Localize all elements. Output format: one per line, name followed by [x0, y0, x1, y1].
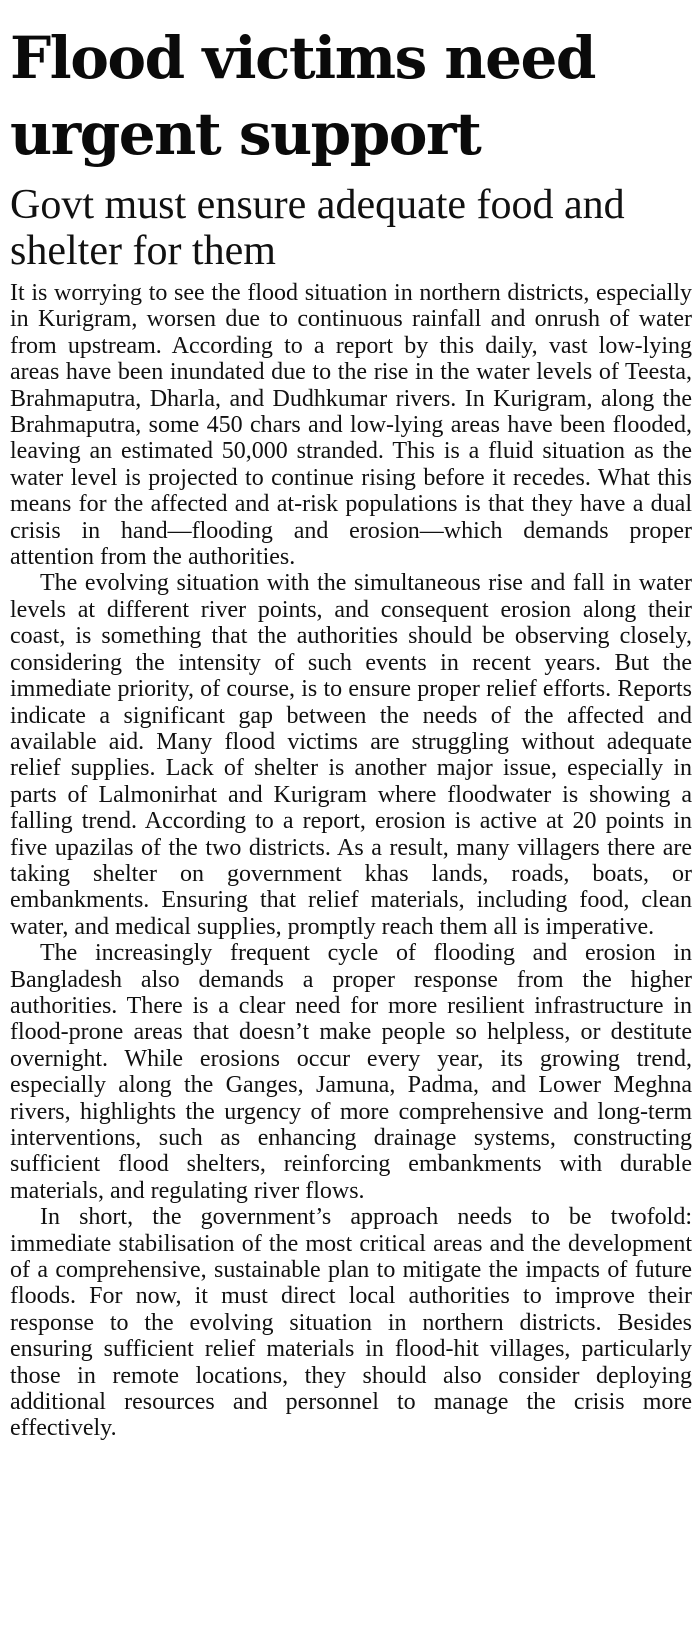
paragraph: It is worrying to see the flood situation in northern districts, especially in Kurigram, worsen due to continuous rainfall and onrush of water from upstream. According to a report by this daily, vast low-lying areas have been inundated due to the rise in the water levels of Teesta, Brahmaputra, Dharla, and Dudhkumar rivers. In Kurigram, along the Brahmaputra, some 450 chars and low-lying areas have been flooded, leaving an estimated 50,000 stranded. This is a fluid situation as the water level is projected to continue rising before it recedes. What this means for the affected and at-risk populations is that they have a dual crisis in hand—flooding and erosion—which demands proper attention from the authorities.: [10, 280, 692, 571]
paragraph: The evolving situation with the simultaneous rise and fall in water levels at different river points, and consequent erosion along their coast, is something that the authorities should be observing closely, considering the intensity of such events in recent years. But the immediate priority, of course, is to ensure proper relief efforts. Reports indicate a significant gap between the needs of the affected and available aid. Many flood victims are struggling without adequate relief supplies. Lack of shelter is another major issue, especially in parts of Lalmonirhat and Kurigram where floodwater is showing a falling trend. According to a report, erosion is active at 20 points in five upazilas of the two districts. As a result, many villagers there are taking shelter on government khas lands, roads, boats, or embankments. Ensuring that relief materials, including food, clean water, and medical supplies, promptly reach them all is imperative.: [10, 570, 692, 940]
article-body: [10, 280, 692, 1442]
subheadline: Govt must ensure adequate food and shelter for them: [10, 182, 625, 274]
headline: Flood victims need urgent support: [10, 24, 595, 168]
paragraph: The increasingly frequent cycle of flooding and erosion in Bangladesh also demands a proper response from the higher authorities. There is a clear need for more resilient infrastructure in flood-prone areas that doesn’t make people so helpless, or destitute overnight. While erosions occur every year, its growing trend, especially along the Ganges, Jamuna, Padma, and Lower Meghna rivers, highlights the urgency of more comprehensive and long-term interventions, such as enhancing drainage systems, constructing sufficient flood shelters, reinforcing embankments with durable materials, and regulating river flows.: [10, 940, 692, 1204]
paragraph: In short, the government’s approach needs to be twofold: immediate stabilisation of the most critical areas and the development of a comprehensive, sustainable plan to mitigate the impacts of future floods. For now, it must direct local authorities to improve their response to the evolving situation in northern districts. Besides ensuring sufficient relief materials in flood-hit villages, particularly those in remote locations, they should also consider deploying additional resources and personnel to manage the crisis more effectively.: [10, 1204, 692, 1442]
